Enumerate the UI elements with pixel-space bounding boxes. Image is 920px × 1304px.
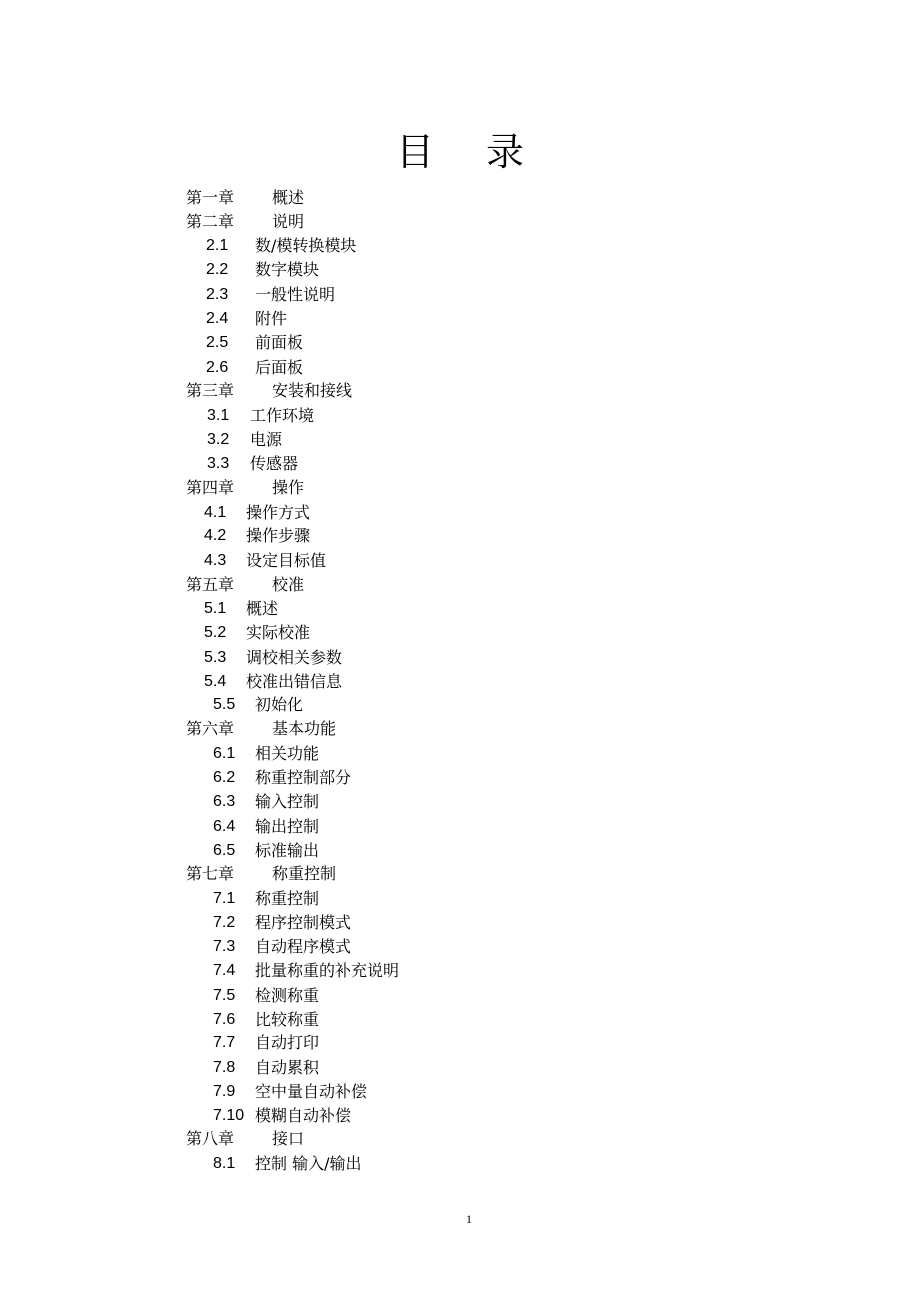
chapter-title: 概述 (272, 188, 305, 207)
section-number: 7.7 (213, 1034, 236, 1051)
section-title: 传感器 (250, 454, 299, 473)
section-title: 输出控制 (255, 817, 320, 836)
section-number: 3.2 (207, 431, 230, 448)
title-char-right: 录 (486, 130, 525, 174)
section-title: 比较称重 (255, 1010, 320, 1029)
section-number: 6.3 (213, 793, 236, 810)
section-title: 标准输出 (255, 841, 320, 860)
section-title: 自动累积 (255, 1058, 320, 1077)
section-number: 6.4 (213, 818, 236, 835)
chapter-label: 第五章 (186, 575, 235, 594)
section-number: 2.1 (206, 237, 229, 254)
chapter-label: 第四章 (186, 478, 235, 497)
chapter-label: 第三章 (186, 381, 235, 400)
section-number: 5.1 (204, 600, 227, 617)
section-number: 7.1 (213, 890, 236, 907)
section-title: 工作环境 (250, 406, 315, 425)
section-number: 4.1 (204, 504, 227, 521)
section-number: 6.2 (213, 769, 236, 786)
section-title: 初始化 (255, 695, 304, 714)
section-number: 4.3 (204, 552, 227, 569)
section-title: 数/模转换模块 (255, 236, 357, 255)
section-title: 概述 (246, 599, 279, 618)
chapter-title: 操作 (272, 478, 305, 497)
chapter-title: 说明 (272, 212, 305, 231)
chapter-title: 接口 (272, 1129, 305, 1148)
chapter-title: 基本功能 (272, 719, 337, 738)
section-number: 4.2 (204, 527, 227, 544)
chapter-title: 安装和接线 (272, 381, 353, 400)
chapter-title: 称重控制 (272, 864, 337, 883)
section-number: 2.5 (206, 334, 229, 351)
section-number: 5.4 (204, 673, 227, 690)
section-title: 程序控制模式 (255, 913, 352, 932)
section-title: 数字模块 (255, 260, 320, 279)
section-number: 7.8 (213, 1059, 236, 1076)
section-number: 7.5 (213, 987, 236, 1004)
section-title: 模糊自动补偿 (255, 1106, 352, 1125)
section-title: 一般性说明 (255, 285, 336, 304)
chapter-label: 第一章 (186, 188, 235, 207)
section-number: 3.3 (207, 455, 230, 472)
section-title: 前面板 (255, 333, 304, 352)
section-number: 5.5 (213, 696, 236, 713)
section-number: 7.10 (213, 1107, 245, 1124)
section-number: 2.4 (206, 310, 229, 327)
page-number: 1 (466, 1212, 472, 1226)
section-title: 操作方式 (246, 503, 311, 522)
chapter-label: 第六章 (186, 719, 235, 738)
section-title: 电源 (250, 430, 283, 449)
section-title: 空中量自动补偿 (255, 1082, 368, 1101)
section-number: 6.5 (213, 842, 236, 859)
section-title: 操作步骤 (246, 526, 311, 545)
chapter-label: 第七章 (186, 864, 235, 883)
section-number: 7.2 (213, 914, 236, 931)
section-title: 称重控制部分 (255, 768, 352, 787)
section-number: 7.9 (213, 1083, 236, 1100)
section-title: 批量称重的补充说明 (255, 961, 400, 980)
section-number: 3.1 (207, 407, 230, 424)
section-title: 检测称重 (255, 986, 320, 1005)
section-title: 自动打印 (255, 1033, 320, 1052)
section-number: 5.3 (204, 649, 227, 666)
section-title: 输入控制 (255, 792, 320, 811)
section-number: 7.4 (213, 962, 236, 979)
section-number: 2.3 (206, 286, 229, 303)
section-title: 调校相关参数 (246, 648, 343, 667)
section-number: 7.3 (213, 938, 236, 955)
section-number: 2.6 (206, 359, 229, 376)
section-title: 自动程序模式 (255, 937, 352, 956)
chapter-title: 校准 (272, 575, 305, 594)
section-number: 6.1 (213, 745, 236, 762)
section-number: 5.2 (204, 624, 227, 641)
chapter-label: 第二章 (186, 212, 235, 231)
section-title: 实际校准 (246, 623, 311, 642)
section-title: 控制 输入/输出 (255, 1154, 362, 1173)
section-number: 8.1 (213, 1155, 236, 1172)
title-char-left: 目 (395, 130, 434, 174)
section-title: 相关功能 (255, 744, 320, 763)
section-title: 设定目标值 (246, 551, 327, 570)
section-title: 称重控制 (255, 889, 320, 908)
section-number: 2.2 (206, 261, 229, 278)
section-title: 校准出错信息 (246, 672, 343, 691)
section-title: 后面板 (255, 358, 304, 377)
chapter-label: 第八章 (186, 1129, 235, 1148)
section-title: 附件 (255, 309, 288, 328)
section-number: 7.6 (213, 1011, 236, 1028)
